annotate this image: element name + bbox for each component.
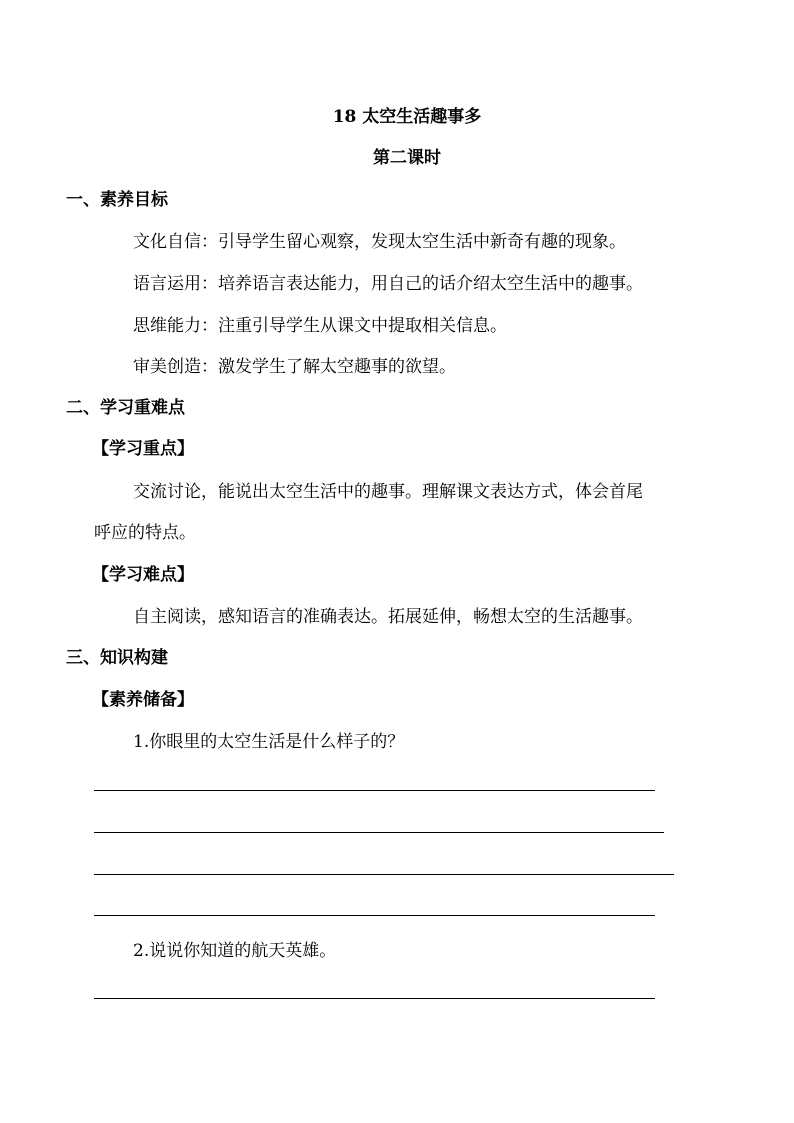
answer-line[interactable] (94, 874, 674, 875)
goal-item: 审美创造：激发学生了解太空趣事的欲望。 (133, 357, 456, 377)
difficulty-label: 【学习难点】 (92, 565, 194, 585)
question-2: 2.说说你知道的航天英雄。 (133, 941, 337, 961)
page-title: 18 太空生活趣事多 (332, 107, 482, 127)
goal-item: 思维能力：注重引导学生从课文中提取相关信息。 (133, 316, 507, 336)
key-point-label: 【学习重点】 (92, 439, 194, 459)
answer-line[interactable] (94, 832, 664, 833)
page-subtitle: 第二课时 (373, 148, 441, 168)
answer-line[interactable] (94, 790, 655, 791)
section-heading-key-points: 二、学习重难点 (66, 398, 185, 418)
key-point-text-continued: 呼应的特点。 (94, 523, 196, 543)
goal-item: 语言运用：培养语言表达能力，用自己的话介绍太空生活中的趣事。 (133, 274, 643, 294)
difficulty-text: 自主阅读，感知语言的准确表达。拓展延伸，畅想太空的生活趣事。 (133, 607, 643, 627)
key-point-text: 交流讨论，能说出太空生活中的趣事。理解课文表达方式，体会首尾 (133, 482, 643, 502)
section-heading-goals: 一、素养目标 (66, 190, 168, 210)
goal-item: 文化自信：引导学生留心观察，发现太空生活中新奇有趣的现象。 (133, 232, 626, 252)
preparation-label: 【素养储备】 (92, 690, 194, 710)
section-heading-knowledge: 三、知识构建 (66, 648, 168, 668)
answer-line[interactable] (94, 915, 655, 916)
answer-line[interactable] (94, 998, 655, 999)
question-1: 1.你眼里的太空生活是什么样子的？ (133, 732, 405, 752)
